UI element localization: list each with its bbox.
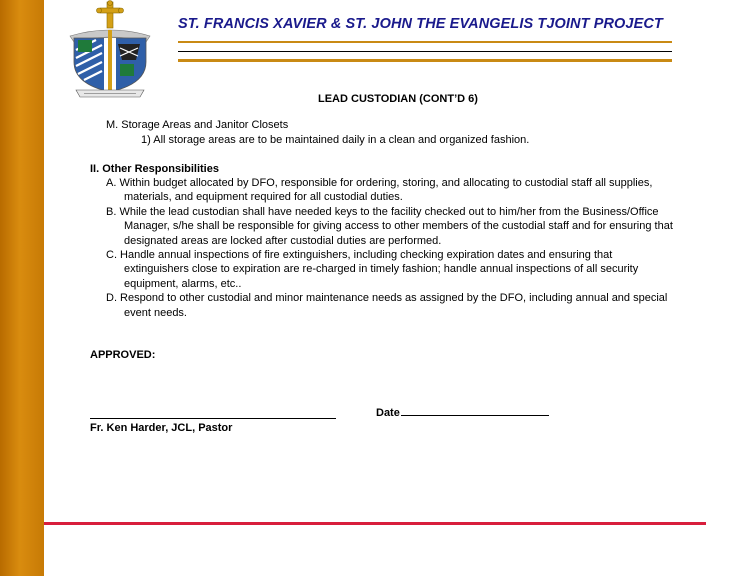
item-b-line2: Manager, s/he shall be responsible for giving access to other members of the custodial staff and for ensuring that <box>124 220 673 232</box>
signer-name: Fr. Ken Harder, JCL, Pastor <box>90 422 233 434</box>
bottom-red-rule <box>44 522 706 525</box>
item-m-heading: M. Storage Areas and Janitor Closets <box>106 119 289 131</box>
item-a-line2: materials, and equipment required for all custodial duties. <box>124 191 403 203</box>
date-label: Date <box>376 407 400 419</box>
item-c-line1: C. Handle annual inspections of fire extinguishers, including checking expiration dates and ensuring that <box>106 249 613 261</box>
item-a-line1: A. Within budget allocated by DFO, responsible for ordering, storing, and allocating to custodial staff all supplies, <box>106 177 653 189</box>
section-title: LEAD CUSTODIAN (CONT’D 6) <box>318 93 478 105</box>
item-c-line2: extinguishers close to expiration are re-charged in timely fashion; handle annual inspections of all security <box>124 263 639 275</box>
date-line <box>401 415 549 416</box>
item-c-line3: equipment, alarms, etc.. <box>124 278 242 290</box>
item-m-1: 1) All storage areas are to be maintained daily in a clean and organized fashion. <box>141 134 530 146</box>
header-title: ST. FRANCIS XAVIER & ST. JOHN THE EVANGELIS TJOINT PROJECT <box>178 16 663 32</box>
approved-label: APPROVED: <box>90 349 156 361</box>
item-d-line1: D. Respond to other custodial and minor maintenance needs as assigned by the DFO, including annual and special <box>106 292 668 304</box>
date-block <box>376 407 549 419</box>
left-side-bar <box>0 0 44 576</box>
item-b-line3: designated areas are locked after custodial duties are performed. <box>124 235 442 247</box>
other-responsibilities-heading: II. Other Responsibilities <box>90 163 219 175</box>
header-rule-top <box>178 41 672 43</box>
signature-line <box>90 418 336 419</box>
item-b-line1: B. While the lead custodian shall have needed keys to the facility checked out to him/her from the Business/Office <box>106 206 659 218</box>
header-rule-bottom <box>178 59 672 62</box>
item-d-line2: event needs. <box>124 307 187 319</box>
crest-icon <box>62 0 158 100</box>
header-rule-middle <box>178 51 672 52</box>
